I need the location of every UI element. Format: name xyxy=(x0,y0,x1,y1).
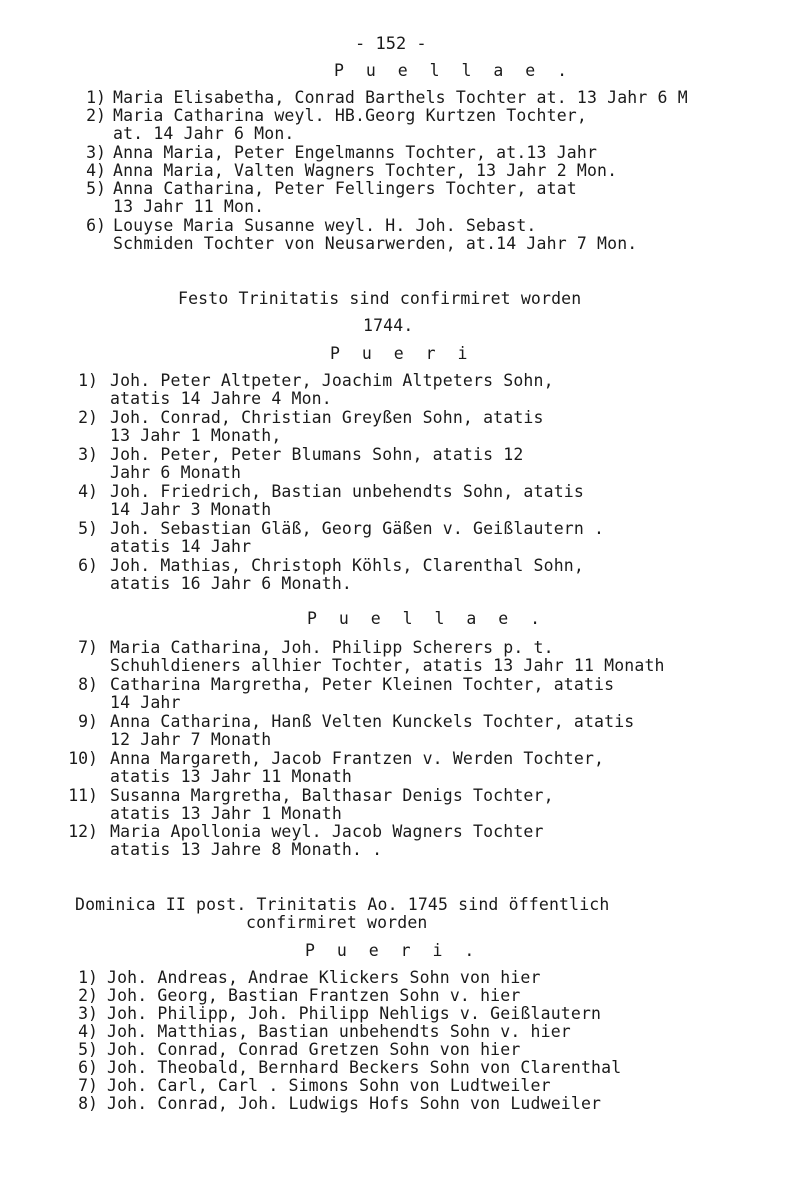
entry-line: 13 Jahr 1 Monath, xyxy=(110,426,282,445)
entry-number: 10) xyxy=(68,749,98,768)
entry-line: Louyse Maria Susanne weyl. H. Joh. Sebast. xyxy=(113,216,537,235)
section-heading-puellae: P u e l l a e . xyxy=(334,61,574,80)
entry-line: Joh. Andreas, Andrae Klickers Sohn von hier xyxy=(107,968,541,987)
entry-number: 4) xyxy=(86,161,106,180)
section-heading-puellae: P u e l l a e . xyxy=(307,609,547,628)
section-title-dominica-line2: confirmiret worden xyxy=(246,913,428,932)
entry-line: Joh. Conrad, Joh. Ludwigs Hofs Sohn von Ludweiler xyxy=(107,1094,602,1113)
entry-number: 3) xyxy=(78,445,98,464)
page-number: - 152 - xyxy=(355,34,427,54)
section-heading-pueri: P u e r i xyxy=(330,344,474,363)
entry-number: 6) xyxy=(78,556,98,575)
entry-line: Maria Apollonia weyl. Jacob Wagners Tochter xyxy=(110,822,544,841)
entry-line: Joh. Peter Altpeter, Joachim Altpeters Sohn, xyxy=(110,371,554,390)
entry-line: atatis 14 Jahr xyxy=(110,537,252,556)
entry-number: 6) xyxy=(78,1058,98,1077)
entry-line: Anna Catharina, Hanß Velten Kunckels Tochter, atatis xyxy=(110,712,635,731)
entry-line: Catharina Margretha, Peter Kleinen Tochter, atatis xyxy=(110,675,615,694)
entry-line: Joh. Conrad, Christian Greyßen Sohn, atatis xyxy=(110,408,544,427)
entry-number: 8) xyxy=(78,1094,98,1113)
entry-number: 12) xyxy=(68,822,98,841)
entry-line: 13 Jahr 11 Mon. xyxy=(113,197,265,216)
entry-number: 3) xyxy=(86,143,106,162)
entry-line: Susanna Margretha, Balthasar Denigs Tochter, xyxy=(110,786,554,805)
entry-number: 3) xyxy=(78,1004,98,1023)
entry-number: 2) xyxy=(86,106,106,125)
section-heading-pueri: P u e r i . xyxy=(305,941,481,960)
entry-number: 5) xyxy=(86,179,106,198)
entry-line: Maria Elisabetha, Conrad Barthels Tochter at. 13 Jahr 6 M xyxy=(113,88,688,107)
entry-number: 2) xyxy=(78,986,98,1005)
entry-line: Joh. Philipp, Joh. Philipp Nehligs v. Geißlautern xyxy=(107,1004,602,1023)
entry-number: 11) xyxy=(68,786,98,805)
entry-line: Joh. Matthias, Bastian unbehendts Sohn v. hier xyxy=(107,1022,571,1041)
entry-line: Joh. Theobald, Bernhard Beckers Sohn von Clarenthal xyxy=(107,1058,622,1077)
entry-line: atatis 13 Jahr 1 Monath xyxy=(110,804,342,823)
section-title-festo: Festo Trinitatis sind confirmiret worden xyxy=(178,289,582,308)
entry-line: 12 Jahr 7 Monath xyxy=(110,730,272,749)
entry-line: Schuhldieners allhier Tochter, atatis 13 Jahr 11 Monath xyxy=(110,656,665,675)
entry-line: Joh. Carl, Carl . Simons Sohn von Ludtweiler xyxy=(107,1076,551,1095)
entry-line: Maria Catharina weyl. HB.Georg Kurtzen Tochter, xyxy=(113,106,587,125)
entry-line: Schmiden Tochter von Neusarwerden, at.14 Jahr 7 Mon. xyxy=(113,234,638,253)
entry-line: Joh. Peter, Peter Blumans Sohn, atatis 12 xyxy=(110,445,524,464)
entry-number: 1) xyxy=(78,371,98,390)
entry-line: Maria Catharina, Joh. Philipp Scherers p. t. xyxy=(110,638,554,657)
entry-number: 5) xyxy=(78,519,98,538)
entry-line: Joh. Conrad, Conrad Gretzen Sohn von hier xyxy=(107,1040,521,1059)
entry-line: Anna Maria, Peter Engelmanns Tochter, at.13 Jahr xyxy=(113,143,598,162)
entry-line: Anna Margareth, Jacob Frantzen v. Werden Tochter, xyxy=(110,749,605,768)
entry-line: 14 Jahr 3 Monath xyxy=(110,500,272,519)
entry-number: 7) xyxy=(78,1076,98,1095)
entry-number: 8) xyxy=(78,675,98,694)
entry-line: atatis 13 Jahre 8 Monath. . xyxy=(110,840,383,859)
entry-line: Joh. Mathias, Christoph Köhls, Clarenthal Sohn, xyxy=(110,556,584,575)
entry-line: Jahr 6 Monath xyxy=(110,463,242,482)
entry-number: 5) xyxy=(78,1040,98,1059)
entry-number: 1) xyxy=(86,88,106,107)
entry-number: 7) xyxy=(78,638,98,657)
entry-line: 14 Jahr xyxy=(110,693,181,712)
entry-line: atatis 13 Jahr 11 Monath xyxy=(110,767,353,786)
entry-number: 1) xyxy=(78,968,98,987)
entry-number: 2) xyxy=(78,408,98,427)
entry-line: atatis 16 Jahr 6 Monath. xyxy=(110,574,353,593)
entry-line: at. 14 Jahr 6 Mon. xyxy=(113,124,295,143)
section-title-dominica: Dominica II post. Trinitatis Ao. 1745 sind öffentlich xyxy=(75,895,610,914)
entry-number: 9) xyxy=(78,712,98,731)
entry-line: Joh. Georg, Bastian Frantzen Sohn v. hier xyxy=(107,986,521,1005)
section-year: 1744. xyxy=(363,316,414,335)
entry-line: Joh. Sebastian Gläß, Georg Gäßen v. Geißlautern . xyxy=(110,519,605,538)
entry-line: atatis 14 Jahre 4 Mon. xyxy=(110,389,332,408)
entry-number: 6) xyxy=(86,216,106,235)
entry-number: 4) xyxy=(78,482,98,501)
entry-number: 4) xyxy=(78,1022,98,1041)
entry-line: Joh. Friedrich, Bastian unbehendts Sohn, atatis xyxy=(110,482,584,501)
entry-line: Anna Catharina, Peter Fellingers Tochter, atat xyxy=(113,179,577,198)
entry-line: Anna Maria, Valten Wagners Tochter, 13 Jahr 2 Mon. xyxy=(113,161,618,180)
